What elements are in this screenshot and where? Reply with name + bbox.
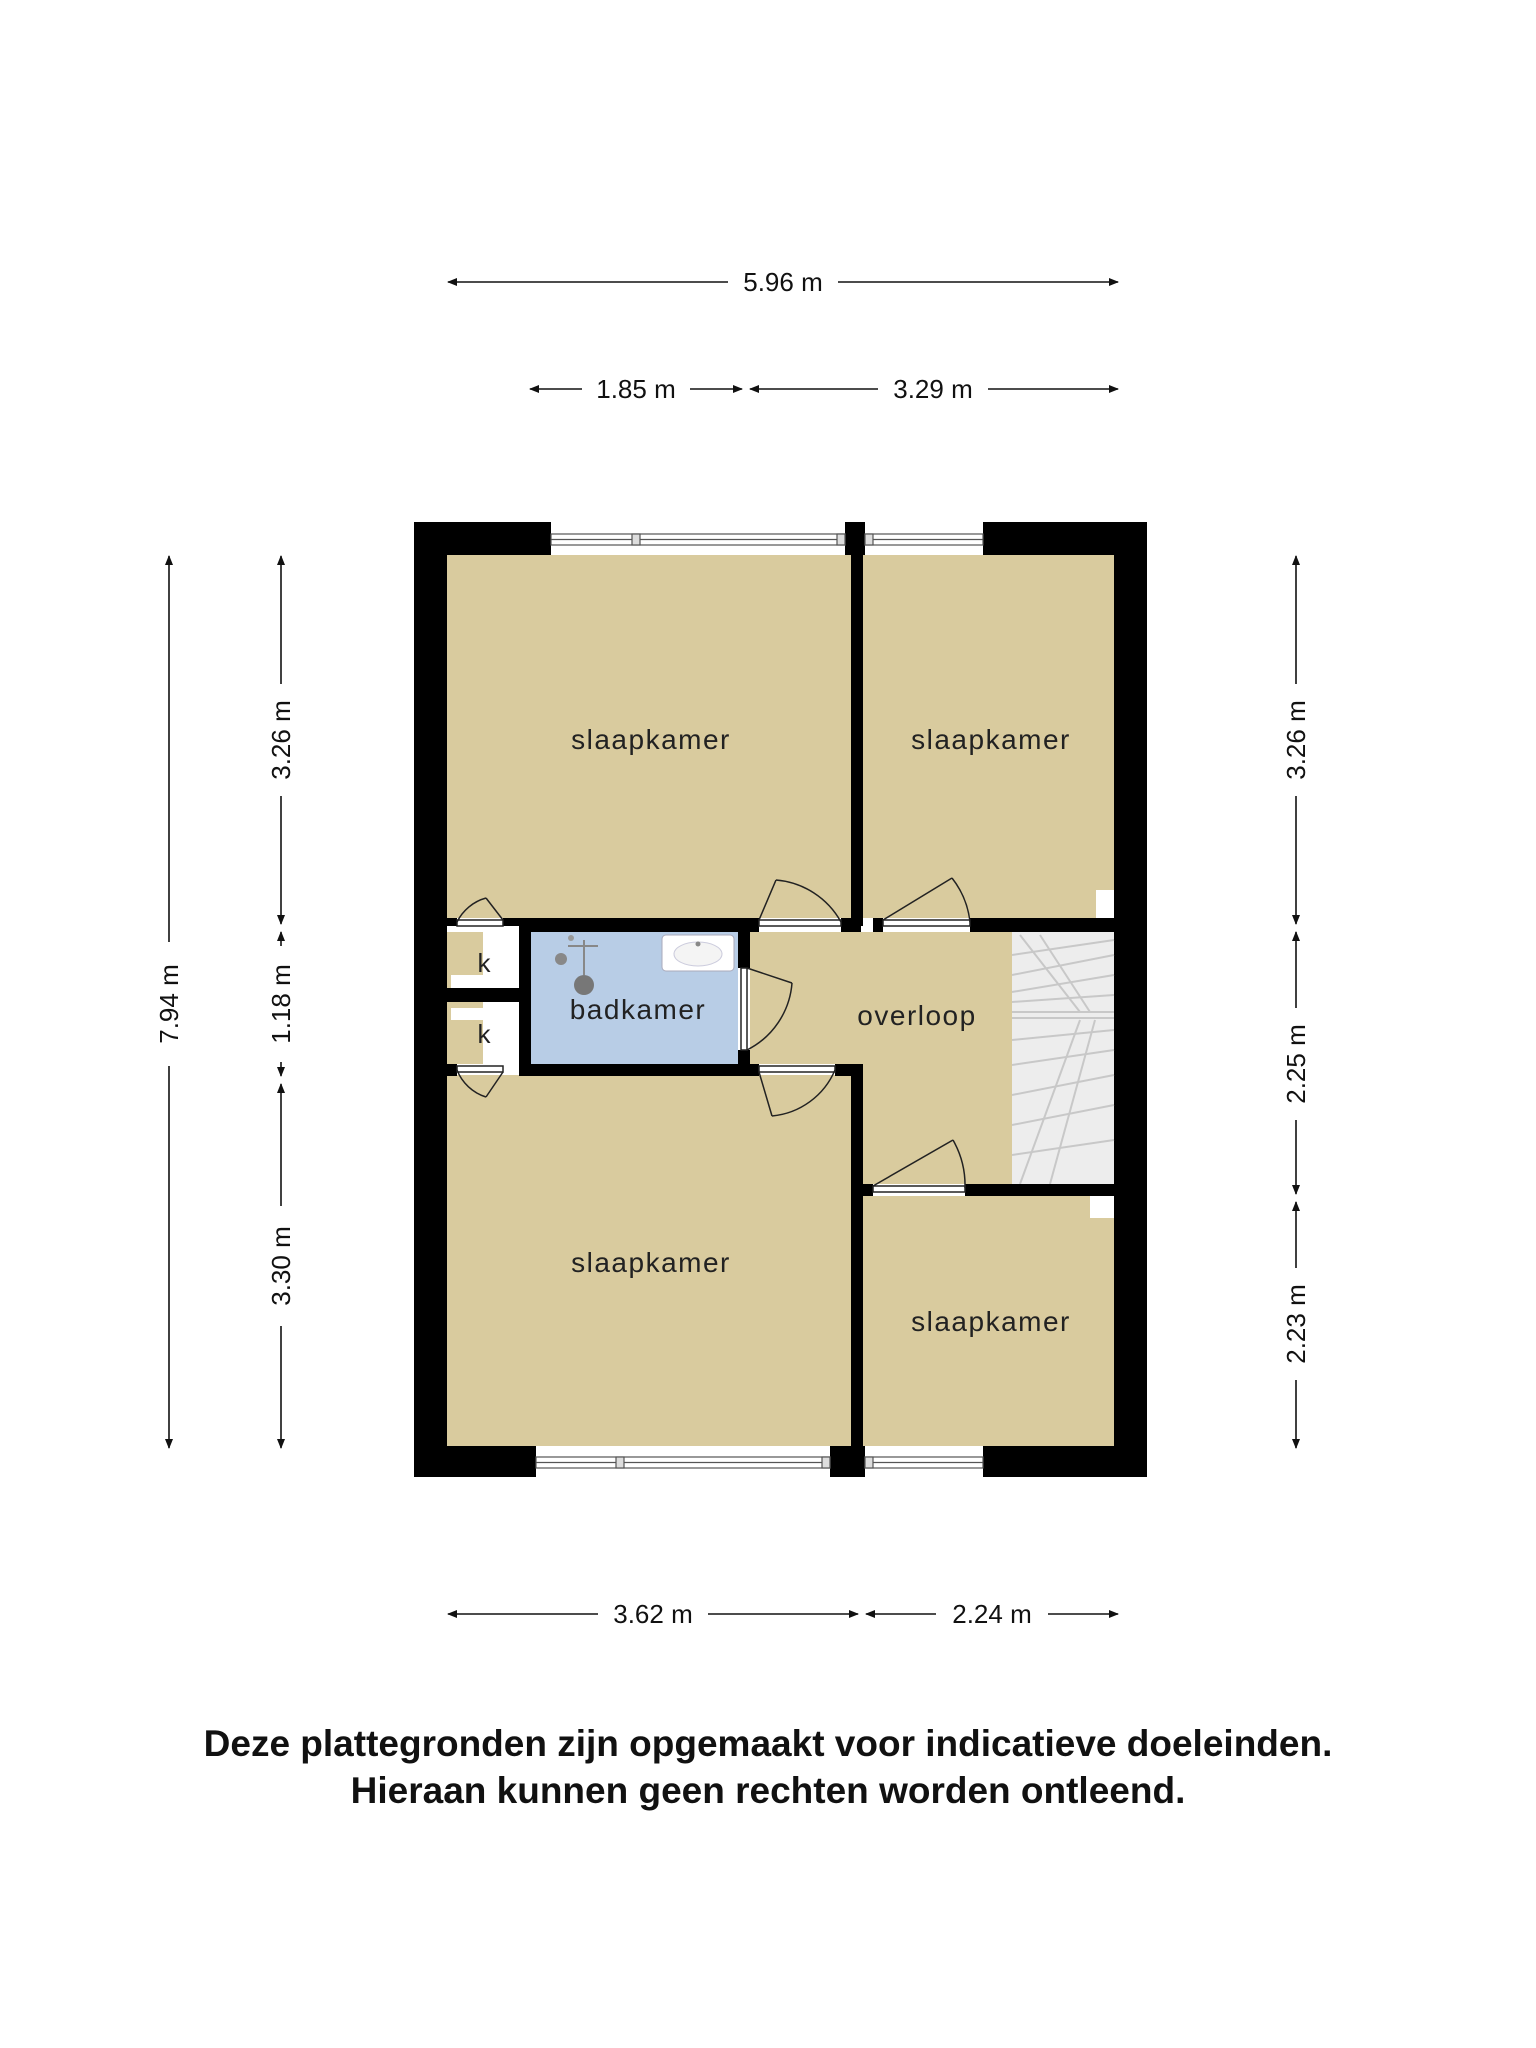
- staircase: [1012, 932, 1114, 1184]
- dimension-top-left: [530, 374, 742, 404]
- dimension-left-top: [266, 556, 296, 924]
- dimension-bottom-left: [448, 1599, 858, 1629]
- disclaimer-line-2: Hieraan kunnen geen rechten worden ontleend.: [350, 1770, 1186, 1811]
- room-label-bedroom-bottom-right: slaapkamer: [911, 1306, 1071, 1337]
- landing-lower-floor: [863, 1064, 1012, 1184]
- shower-drain-icon: [574, 975, 594, 995]
- dimension-left-middle: [266, 932, 296, 1076]
- dimension-left-bottom: [266, 1084, 296, 1448]
- room-label-bedroom-bottom-left: slaapkamer: [571, 1247, 731, 1278]
- dimension-top-total: [448, 267, 1118, 297]
- dimension-top-right: [750, 374, 1118, 404]
- dimension-right-middle: [1281, 932, 1311, 1194]
- dimension-label-top-left: 1.85 m: [596, 374, 676, 404]
- room-label-bedroom-top-right: slaapkamer: [911, 724, 1071, 755]
- dimension-label-top-right: 3.29 m: [893, 374, 973, 404]
- dimension-label-left-total: 7.94 m: [154, 964, 184, 1044]
- room-label-bedroom-top-left: slaapkamer: [571, 724, 731, 755]
- dimension-label-right-bottom: 2.23 m: [1281, 1284, 1311, 1364]
- wall-notch-bottom: [1090, 1196, 1114, 1218]
- wall-notch-top: [1096, 890, 1114, 918]
- dimension-label-right-top: 3.26 m: [1281, 700, 1311, 780]
- disclaimer-line-1: Deze plattegronden zijn opgemaakt voor indicatieve doeleinden.: [203, 1723, 1333, 1764]
- dimension-bottom-right: [866, 1599, 1118, 1629]
- room-label-closet-1: k: [477, 948, 491, 978]
- shower-head-icon: [555, 953, 567, 965]
- dimension-label-bottom-left: 3.62 m: [613, 1599, 693, 1629]
- room-label-landing: overloop: [857, 1000, 977, 1031]
- dimension-label-top-total: 5.96 m: [743, 267, 823, 297]
- dimension-right-top: [1281, 556, 1311, 924]
- dimension-label-left-bottom: 3.30 m: [266, 1226, 296, 1306]
- dimension-label-left-top: 3.26 m: [266, 700, 296, 780]
- dimension-right-bottom: [1281, 1202, 1311, 1448]
- room-label-bathroom: badkamer: [569, 994, 707, 1025]
- dimension-label-left-middle: 1.18 m: [266, 964, 296, 1044]
- dimension-label-bottom-right: 2.24 m: [952, 1599, 1032, 1629]
- room-label-closet-2: k: [477, 1019, 491, 1049]
- dimension-label-right-middle: 2.25 m: [1281, 1024, 1311, 1104]
- dimension-left-total: [154, 556, 184, 1448]
